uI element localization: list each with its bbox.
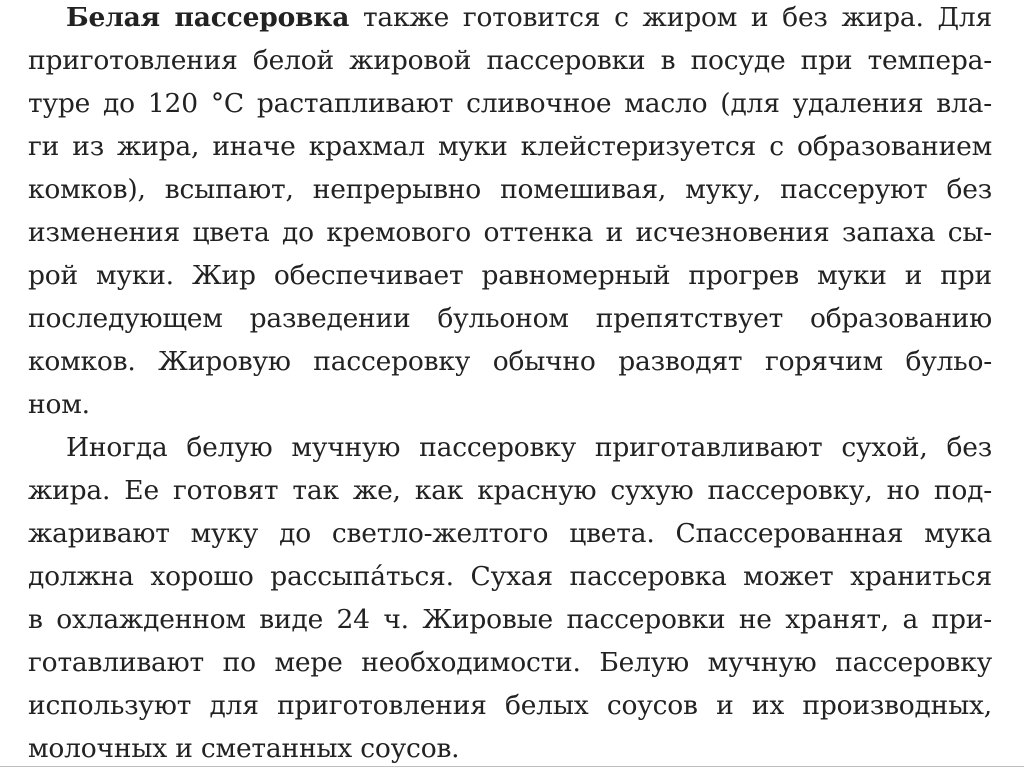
paragraph-1-line-10: ном. <box>28 389 90 420</box>
paragraph-1-line-1 <box>28 0 992 39</box>
paragraph-1-line-3: туре до 120 °С растапливают сливочное масло (для удаления вла- <box>28 88 992 119</box>
paragraph-1-line-7: рой муки. Жир обеспечивает равномерный прогрев муки и при <box>28 260 992 291</box>
paragraph-2-line-8: молочных и сметанных соусов. <box>28 733 460 764</box>
paragraph-1-line-9: комков. Жировую пассеровку обычно разводят горячим бульо- <box>28 346 992 377</box>
paragraph-2-line-5: в охлажденном виде 24 ч. Жировые пассеровки не хранят, а при- <box>28 604 992 635</box>
paragraph-2-line-2: жира. Ее готовят так же, как красную сухую пассеровку, но под- <box>28 475 992 506</box>
paragraph-1-lead-term: Белая пассеровка <box>66 2 350 33</box>
paragraph-1-line-6: изменения цвета до кремового оттенка и исчезновения запаха сы- <box>28 217 992 248</box>
document-text <box>28 0 992 770</box>
paragraph-1-line-2: приготовления белой жировой пассеровки в посуде при темпера- <box>28 45 992 76</box>
paragraph-2-line-4: должна хорошо рассыпа́ться. Сухая пассеровка может храниться <box>28 561 992 592</box>
paragraph-1-line-5: комков), всыпают, непрерывно помешивая, муку, пассеруют без <box>28 174 992 205</box>
paragraph-1-line-8: последующем разведении бульоном препятствует образованию <box>28 303 992 334</box>
paragraph-2-line-1: Иногда белую мучную пассеровку приготавливают сухой, без <box>66 432 992 463</box>
paragraph-2-line-3: жаривают муку до светло-желтого цвета. Спассерованная мука <box>28 518 992 549</box>
paragraph-2-line-6: готавливают по мере необходимости. Белую мучную пассеровку <box>28 647 992 678</box>
paragraph-1-line-4: ги из жира, иначе крахмал муки клейстеризуется с образованием <box>28 131 992 162</box>
paragraph-2-line-7: используют для приготовления белых соусов и их производных, <box>28 690 992 721</box>
paragraph-1-line-1-text: также готовится с жиром и без жира. Для <box>349 2 992 33</box>
